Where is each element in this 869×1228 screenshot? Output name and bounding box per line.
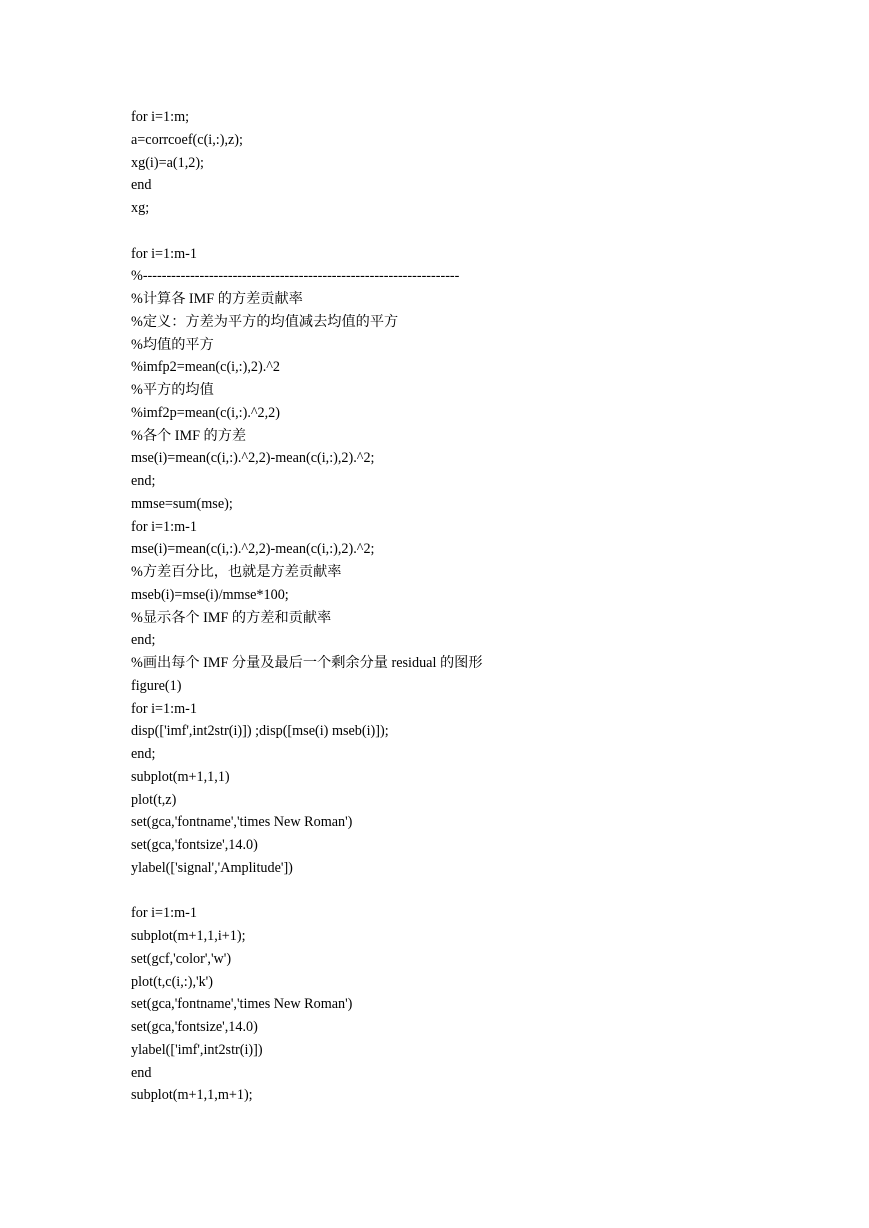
code-line: subplot(m+1,1,1) bbox=[131, 768, 230, 785]
code-line: mse(i)=mean(c(i,:).^2,2)-mean(c(i,:),2).^2; bbox=[131, 450, 375, 467]
code-line: end bbox=[131, 1064, 152, 1081]
code-line: mmse=sum(mse); bbox=[131, 495, 233, 512]
blank-line bbox=[131, 880, 831, 903]
code-line: end bbox=[131, 177, 152, 194]
comment-line: %imf2p=mean(c(i,:).^2,2) bbox=[131, 404, 280, 421]
comment-line: %显示各个 IMF 的方差和贡献率 bbox=[131, 609, 332, 626]
comment-line: %各个 IMF 的方差 bbox=[131, 427, 247, 444]
comment-line: %画出每个 IMF 分量及最后一个剩余分量 residual 的图形 bbox=[131, 655, 483, 671]
code-line: for i=1:m-1 bbox=[131, 245, 197, 262]
code-line: for i=1:m; bbox=[131, 109, 190, 125]
code-line: mse(i)=mean(c(i,:).^2,2)-mean(c(i,:),2).^2; bbox=[131, 541, 375, 558]
code-line: set(gcf,'color','w') bbox=[131, 950, 232, 967]
code-line: disp(['imf',int2str(i)]) ;disp([mse(i) mseb(i)]); bbox=[131, 723, 389, 740]
comment-line: %imfp2=mean(c(i,:),2).^2 bbox=[131, 359, 280, 376]
code-line: ylabel(['imf',int2str(i)]) bbox=[131, 1041, 263, 1058]
code-line: set(gca,'fontsize',14.0) bbox=[131, 1019, 258, 1035]
code-line: plot(t,c(i,:),'k') bbox=[131, 973, 213, 990]
code-line: end; bbox=[131, 632, 156, 649]
comment-line: %平方的均值 bbox=[131, 382, 214, 398]
comment-line: %------------------------------------------------------------------- bbox=[131, 268, 460, 285]
code-line: end; bbox=[131, 746, 156, 762]
code-block bbox=[131, 106, 831, 1107]
code-line: subplot(m+1,1,i+1); bbox=[131, 928, 246, 944]
code-line: plot(t,z) bbox=[131, 791, 177, 808]
blank-line bbox=[131, 220, 831, 243]
comment-line: %方差百分比，也就是方差贡献率 bbox=[131, 564, 342, 580]
code-line: end; bbox=[131, 473, 156, 489]
code-line: figure(1) bbox=[131, 677, 182, 694]
code-line: mseb(i)=mse(i)/mmse*100; bbox=[131, 586, 289, 603]
code-line: ylabel(['signal','Amplitude']) bbox=[131, 859, 293, 876]
code-line: set(gca,'fontname','times New Roman') bbox=[131, 996, 353, 1013]
comment-line: %定义：方差为平方的均值减去均值的平方 bbox=[131, 313, 399, 330]
code-line: for i=1:m-1 bbox=[131, 518, 197, 535]
code-line: set(gca,'fontname','times New Roman') bbox=[131, 814, 353, 831]
code-line: xg; bbox=[131, 200, 150, 216]
comment-line: %计算各 IMF 的方差贡献率 bbox=[131, 291, 303, 307]
comment-line: %均值的平方 bbox=[131, 336, 214, 353]
code-line: subplot(m+1,1,m+1); bbox=[131, 1087, 253, 1104]
code-line: xg(i)=a(1,2); bbox=[131, 154, 205, 171]
code-line: for i=1:m-1 bbox=[131, 905, 197, 922]
code-line: for i=1:m-1 bbox=[131, 700, 197, 717]
code-line: a=corrcoef(c(i,:),z); bbox=[131, 131, 243, 148]
code-line: set(gca,'fontsize',14.0) bbox=[131, 837, 258, 853]
